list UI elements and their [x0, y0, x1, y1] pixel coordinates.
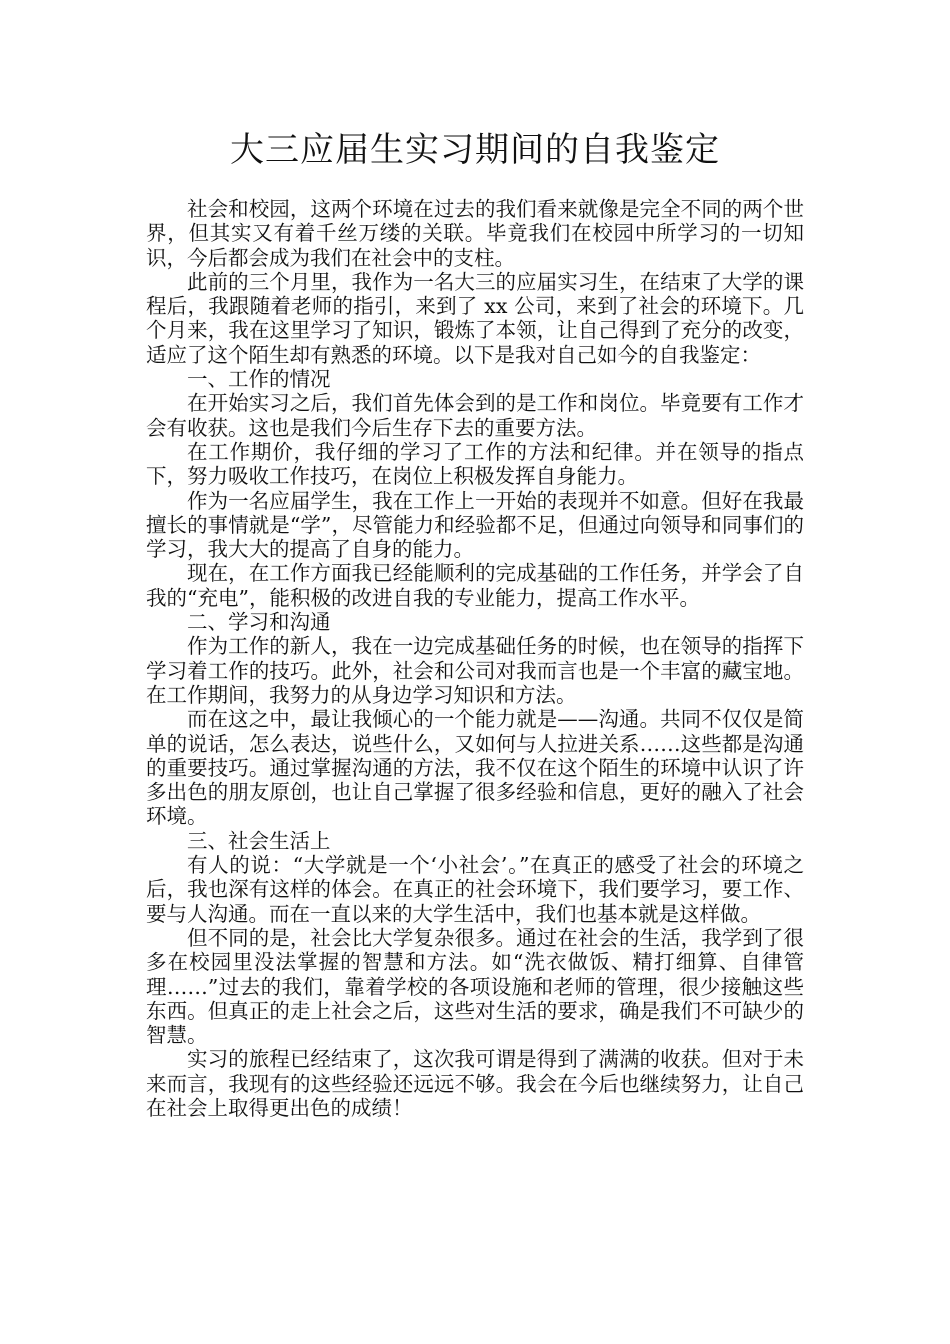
paragraph-background: 此前的三个月里，我作为一名大三的应届实习生，在结束了大学的课程后，我跟随着老师的指引，来到了 xx 公司，来到了社会的环境下。几个月来，我在这里学习了知识，锻炼了本领，让自己得到了充分的改变，适应了这个陌生却有熟悉的环境。以下是我对自己如今的自我鉴定：	[146, 269, 804, 367]
paragraph: 但不同的是，社会比大学复杂很多。通过在社会的生活，我学到了很多在校园里没法掌握的智慧和方法。如“洗衣做饭、精打细算、自律管理……”过去的我们，靠着学校的各项设施和老师的管理，很少接触这些东西。但真正的走上社会之后，这些对生活的要求，确是我们不可缺少的智慧。	[146, 925, 804, 1048]
paragraph: 在工作期价，我仔细的学习了工作的方法和纪律。并在领导的指点下，努力吸收工作技巧，在岗位上积极发挥自身能力。	[146, 439, 804, 489]
paragraph-intro: 社会和校园，这两个环境在过去的我们看来就像是完全不同的两个世界，但其实又有着千丝万缕的关联。毕竟我们在校园中所学习的一切知识，今后都会成为我们在社会中的支柱。	[146, 197, 804, 270]
paragraph: 在开始实习之后，我们首先体会到的是工作和岗位。毕竟要有工作才会有收获。这也是我们今后生存下去的重要方法。	[146, 391, 804, 440]
section-heading-work: 一、工作的情况	[187, 367, 331, 392]
section-heading-social: 三、社会生活上	[187, 828, 331, 853]
paragraph: 作为工作的新人，我在一边完成基础任务的时候，也在领导的指挥下学习着工作的技巧。此外，社会和公司对我而言也是一个丰富的藏宝地。在工作期间，我努力的从身边学习知识和方法。	[146, 634, 804, 707]
section-heading-learning: 二、学习和沟通	[187, 610, 331, 635]
document-title: 大三应届生实习期间的自我鉴定	[230, 130, 720, 170]
paragraph: 作为一名应届学生，我在工作上一开始的表现并不如意。但好在我最擅长的事情就是“学”，尽管能力和经验都不足，但通过向领导和同事们的学习，我大大的提高了自身的能力。	[146, 488, 804, 562]
paragraph: 而在这之中，最让我倾心的一个能力就是——沟通。共同不仅仅是简单的说话，怎么表达，说些什么，又如何与人拉进关系……这些都是沟通的重要技巧。通过掌握沟通的方法，我不仅在这个陌生的环境中认识了许多出色的朋友原创，也让自己掌握了很多经验和信息，更好的融入了社会环境。	[146, 707, 804, 829]
paragraph-conclusion: 实习的旅程已经结束了，这次我可谓是得到了满满的收获。但对于未来而言，我现有的这些经验还远远不够。我会在今后也继续努力，让自己在社会上取得更出色的成绩！	[146, 1047, 804, 1120]
paragraph: 现在，在工作方面我已经能顺利的完成基础的工作任务，并学会了自我的“充电”，能积极的改进自我的专业能力，提高工作水平。	[146, 561, 804, 610]
document-body	[146, 197, 804, 1120]
paragraph: 有人的说：“大学就是一个‘小社会’。”在真正的感受了社会的环境之后，我也深有这样的体会。在真正的社会环境下，我们要学习，要工作、要与人沟通。而在一直以来的大学生活中，我们也基本就是这样做。	[146, 853, 804, 926]
